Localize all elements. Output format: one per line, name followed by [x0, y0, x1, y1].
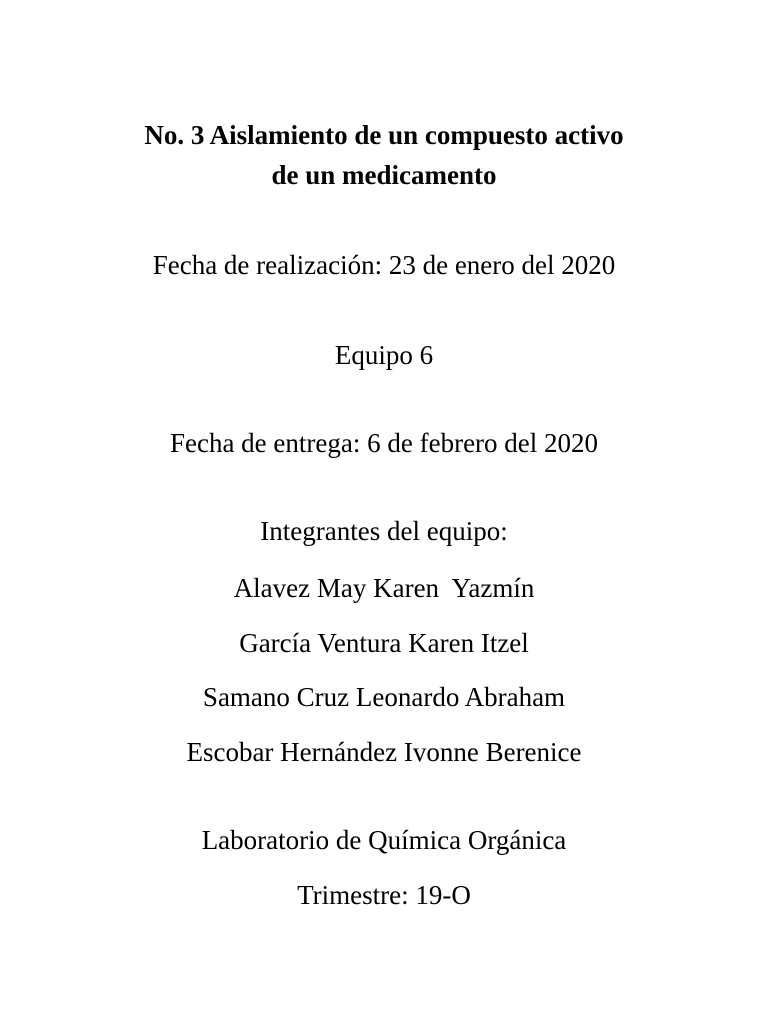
- title-line-2: de un medicamento: [271, 160, 497, 190]
- delivery-date: Fecha de entrega: 6 de febrero del 2020: [169, 428, 599, 458]
- laboratory-name: Laboratorio de Química Orgánica: [201, 825, 567, 855]
- members-heading: Integrantes del equipo:: [260, 516, 508, 546]
- member-name: Samano Cruz Leonardo Abraham: [202, 682, 566, 712]
- realization-date: Fecha de realización: 23 de enero del 2020: [152, 250, 616, 280]
- member-name: Alavez May Karen Yazmín: [233, 573, 535, 603]
- term: Trimestre: 19-O: [297, 880, 471, 910]
- title-line-1: No. 3 Aislamiento de un compuesto activo: [144, 120, 624, 150]
- member-name: Escobar Hernández Ivonne Berenice: [186, 737, 582, 767]
- member-name: García Ventura Karen Itzel: [239, 628, 529, 658]
- team-number: Equipo 6: [334, 340, 434, 370]
